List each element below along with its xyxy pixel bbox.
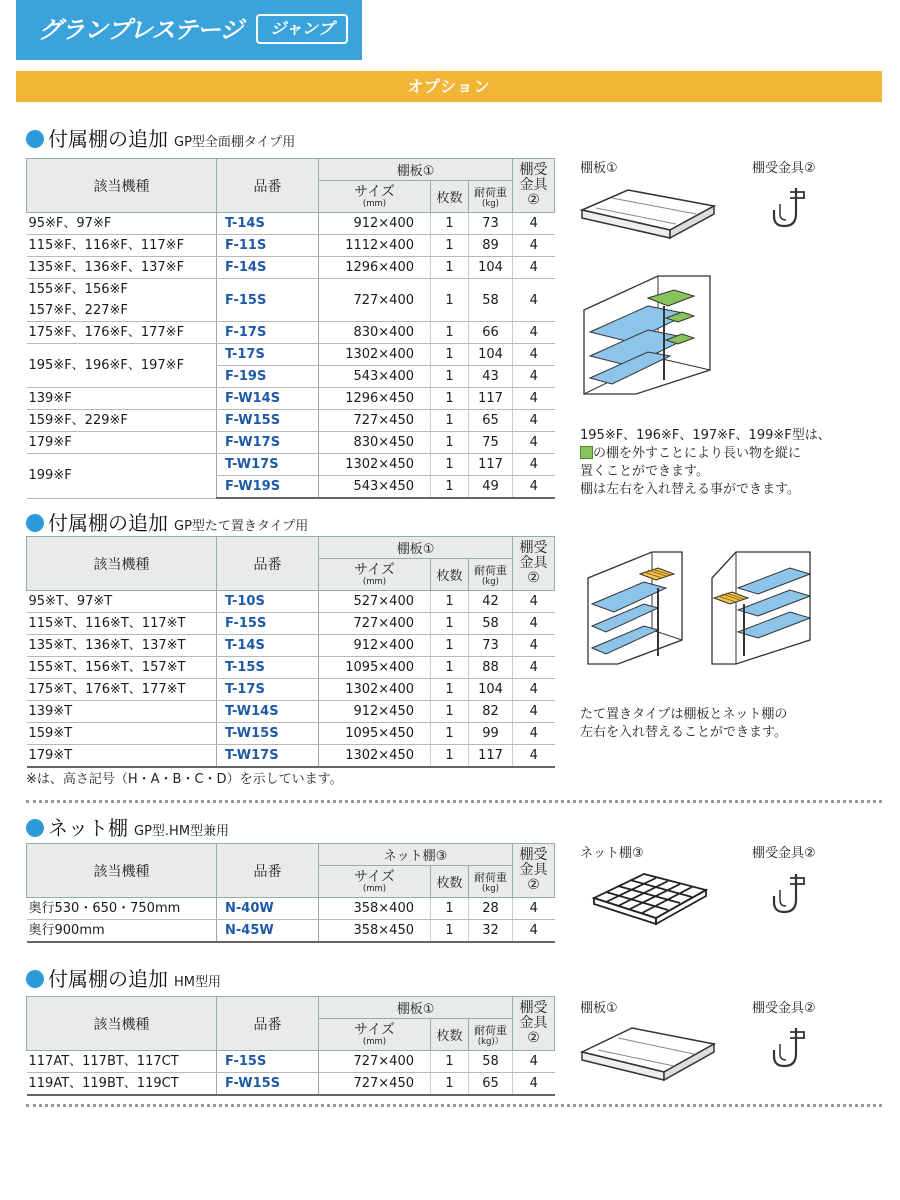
table-row (27, 410, 555, 432)
table-cell: 奥行530・650・750mm (27, 898, 217, 920)
table-cell: 543×400 (319, 366, 431, 388)
table-cell: 42 (469, 591, 513, 613)
spec-table-hm (26, 996, 555, 1096)
table-cell: 43 (469, 366, 513, 388)
col-load: 耐荷重 (kg) (469, 866, 513, 898)
table-cell: 1 (431, 388, 469, 410)
table-cell: 139※F (27, 388, 217, 410)
table-cell: 4 (513, 1051, 555, 1073)
table-cell: 155※T、156※T、157※T (27, 657, 217, 679)
table-cell: 1 (431, 701, 469, 723)
table-row (27, 635, 555, 657)
table-row (27, 235, 555, 257)
green-shelf-swatch (580, 446, 593, 459)
table-cell: F-W15S (217, 1073, 319, 1096)
bullet-icon (26, 819, 44, 837)
col-load: 耐荷重 (kg) (469, 181, 513, 213)
table-cell: 179※T (27, 745, 217, 768)
table-cell: 115※T、116※T、117※T (27, 613, 217, 635)
col-product: 品番 (217, 844, 319, 898)
table-cell: 58 (469, 613, 513, 635)
col-load: 耐荷重 (kg)） (469, 1019, 513, 1051)
table-cell: F-W15S (217, 410, 319, 432)
table-row (27, 745, 555, 768)
col-model: 該当機種 (27, 844, 217, 898)
col-bracket: 棚受 金具 ② (513, 537, 555, 591)
col-group-shelf: 棚板① (319, 159, 513, 181)
section-title-net-shelf: ネット棚 GP型.HM型兼用 (26, 812, 229, 841)
table-cell: 4 (513, 591, 555, 613)
table-cell: 4 (513, 898, 555, 920)
section-divider (26, 800, 882, 803)
table-cell: 88 (469, 657, 513, 679)
table-cell: F-15S (217, 613, 319, 635)
table-cell: F-15S (217, 1051, 319, 1073)
table-cell: 28 (469, 898, 513, 920)
table-cell: 117 (469, 454, 513, 476)
table-cell: 135※T、136※T、137※T (27, 635, 217, 657)
label-bracket: 棚受金具② (752, 1001, 816, 1016)
table-cell: 1095×400 (319, 657, 431, 679)
table-cell: 117 (469, 745, 513, 768)
table-cell: 73 (469, 213, 513, 235)
table-cell: F-17S (217, 322, 319, 344)
table-row (27, 898, 555, 920)
table-cell: 1302×400 (319, 679, 431, 701)
table-cell: T-17S (217, 679, 319, 701)
table-cell: F-W19S (217, 476, 319, 499)
table-cell: N-45W (217, 920, 319, 943)
table-cell: 4 (513, 213, 555, 235)
table-cell: 73 (469, 635, 513, 657)
col-bracket: 棚受 金具 ② (513, 159, 555, 213)
shelf-unit-gp-full-icon (578, 270, 718, 400)
table-cell: 727×400 (319, 613, 431, 635)
table-cell: 175※F、176※F、177※F (27, 322, 217, 344)
table-cell: 527×400 (319, 591, 431, 613)
table-cell: 155※F、156※F 157※F、227※F (27, 279, 217, 322)
table-cell: 4 (513, 701, 555, 723)
col-product: 品番 (217, 159, 319, 213)
table-cell: 奥行900mm (27, 920, 217, 943)
table-cell: T-W15S (217, 723, 319, 745)
table-row (27, 920, 555, 943)
shelf-board-icon (578, 1022, 718, 1098)
table-cell: 1 (431, 432, 469, 454)
table-cell: T-10S (217, 591, 319, 613)
table-cell: T-17S (217, 344, 319, 366)
section-title-hm: 付属棚の追加 HM型用 (26, 963, 221, 992)
bracket-icon (770, 184, 810, 232)
table-row (27, 1051, 555, 1073)
table-cell: 1 (431, 920, 469, 943)
table-cell: 104 (469, 679, 513, 701)
col-count: 枚数 (431, 1019, 469, 1051)
table-row (27, 454, 555, 476)
table-cell: 115※F、116※F、117※F (27, 235, 217, 257)
table-cell: 104 (469, 344, 513, 366)
table-cell: 543×450 (319, 476, 431, 499)
table-cell: 58 (469, 279, 513, 322)
col-product: 品番 (217, 537, 319, 591)
table-cell: T-14S (217, 635, 319, 657)
table-row (27, 591, 555, 613)
table-cell: 1 (431, 635, 469, 657)
table-cell: 4 (513, 723, 555, 745)
table-cell: 4 (513, 679, 555, 701)
label-bracket: 棚受金具② (752, 161, 816, 176)
table-cell: F-W14S (217, 388, 319, 410)
bullet-icon (26, 970, 44, 988)
col-bracket: 棚受 金具 ② (513, 844, 555, 898)
table-cell: 117 (469, 388, 513, 410)
spec-table-gp-full (26, 158, 555, 499)
table-row (27, 679, 555, 701)
table-cell: 358×450 (319, 920, 431, 943)
section-divider (26, 1104, 882, 1107)
table-cell: 727×400 (319, 1051, 431, 1073)
table-cell: 4 (513, 920, 555, 943)
table-cell: 104 (469, 257, 513, 279)
table-cell: 119AT、119BT、119CT (27, 1073, 217, 1096)
table-cell: 135※F、136※F、137※F (27, 257, 217, 279)
table-cell: 1095×450 (319, 723, 431, 745)
brand-logo (16, 0, 362, 60)
table-cell: 4 (513, 454, 555, 476)
table-cell: 1 (431, 591, 469, 613)
table-cell: 1 (431, 213, 469, 235)
spec-table-net-shelf (26, 843, 555, 943)
table-cell: 358×400 (319, 898, 431, 920)
table-cell: 4 (513, 235, 555, 257)
table-row (27, 257, 555, 279)
table-cell: F-15S (217, 279, 319, 322)
label-bracket: 棚受金具② (752, 846, 816, 861)
table-cell: 1 (431, 366, 469, 388)
table-cell: 117AT、117BT、117CT (27, 1051, 217, 1073)
table-cell: 75 (469, 432, 513, 454)
section-title-gp-vertical: 付属棚の追加 GP型たて置きタイプ用 (26, 507, 308, 536)
table-cell: F-W17S (217, 432, 319, 454)
table-cell: 66 (469, 322, 513, 344)
col-count: 枚数 (431, 866, 469, 898)
col-model: 該当機種 (27, 997, 217, 1051)
table-cell: 1 (431, 723, 469, 745)
table-cell: 912×450 (319, 701, 431, 723)
table-cell: 1302×450 (319, 454, 431, 476)
table-row (27, 432, 555, 454)
table-cell: 49 (469, 476, 513, 499)
table-cell: 1 (431, 454, 469, 476)
height-code-note: ※は、高さ記号（H・A・B・C・D）を示しています。 (26, 772, 343, 787)
table-row (27, 723, 555, 745)
table-cell: 4 (513, 745, 555, 768)
table-cell: 1302×400 (319, 344, 431, 366)
table-row (27, 322, 555, 344)
table-cell: T-W17S (217, 454, 319, 476)
table-cell: 4 (513, 388, 555, 410)
table-cell: 1296×450 (319, 388, 431, 410)
table-cell: 1 (431, 898, 469, 920)
col-size: サイズ (mm) (319, 181, 431, 213)
table-cell: 1296×400 (319, 257, 431, 279)
table-cell: 727×450 (319, 410, 431, 432)
table-cell: 199※F (27, 454, 217, 499)
label-shelf: 棚板① (580, 161, 618, 176)
table-cell: 82 (469, 701, 513, 723)
table-cell: 1 (431, 410, 469, 432)
table-cell: 65 (469, 1073, 513, 1096)
table-cell: 1 (431, 657, 469, 679)
table-cell: 159※F、229※F (27, 410, 217, 432)
table-cell: 1 (431, 322, 469, 344)
table-cell: 912×400 (319, 213, 431, 235)
shelf-unit-vertical-right-icon (706, 548, 816, 668)
col-model: 該当機種 (27, 537, 217, 591)
table-cell: 195※F、196※F、197※F (27, 344, 217, 388)
table-cell: 1 (431, 1051, 469, 1073)
bracket-icon (770, 1024, 810, 1072)
table-cell: F-11S (217, 235, 319, 257)
table-cell: 830×400 (319, 322, 431, 344)
caption-gp-full: 195※F、196※F、197※F、199※F型は、 の棚を外すことにより長い物を縦に 置くことができます。 棚は左右を入れ替える事ができます。 (580, 428, 831, 497)
logo-badge: ジャンプ (256, 14, 348, 44)
bullet-icon (26, 514, 44, 532)
table-cell: 4 (513, 344, 555, 366)
col-group-shelf: 棚板① (319, 997, 513, 1019)
table-cell: 95※F、97※F (27, 213, 217, 235)
table-cell: F-19S (217, 366, 319, 388)
table-cell: 4 (513, 432, 555, 454)
col-product: 品番 (217, 997, 319, 1051)
table-cell: 4 (513, 322, 555, 344)
table-cell: 95※T、97※T (27, 591, 217, 613)
table-cell: 727×450 (319, 1073, 431, 1096)
col-group-shelf: 棚板① (319, 537, 513, 559)
table-cell: F-14S (217, 257, 319, 279)
col-group-net: ネット棚③ (319, 844, 513, 866)
spec-table-gp-vertical (26, 536, 555, 768)
table-cell: 89 (469, 235, 513, 257)
table-row (27, 279, 555, 322)
col-bracket: 棚受 金具 ② (513, 997, 555, 1051)
col-model: 該当機種 (27, 159, 217, 213)
bracket-icon (770, 870, 810, 918)
table-cell: 99 (469, 723, 513, 745)
table-cell: N-40W (217, 898, 319, 920)
table-cell: 1 (431, 745, 469, 768)
shelf-unit-vertical-left-icon (582, 548, 692, 668)
table-cell: 830×450 (319, 432, 431, 454)
table-row (27, 1073, 555, 1096)
options-banner: オプション (16, 71, 882, 102)
table-cell: 58 (469, 1051, 513, 1073)
table-cell: 1 (431, 344, 469, 366)
table-cell: 912×400 (319, 635, 431, 657)
section-title-gp-full: 付属棚の追加 GP型全面棚タイプ用 (26, 123, 295, 152)
col-count: 枚数 (431, 559, 469, 591)
table-cell: 1 (431, 279, 469, 322)
table-cell: 179※F (27, 432, 217, 454)
table-cell: 4 (513, 657, 555, 679)
bullet-icon (26, 130, 44, 148)
table-cell: 175※T、176※T、177※T (27, 679, 217, 701)
table-cell: 1 (431, 613, 469, 635)
table-cell: 4 (513, 366, 555, 388)
table-row (27, 388, 555, 410)
table-cell: 4 (513, 1073, 555, 1096)
col-size: サイズ (mm) (319, 1019, 431, 1051)
table-row (27, 213, 555, 235)
table-cell: 1 (431, 476, 469, 499)
label-shelf: 棚板① (580, 1001, 618, 1016)
col-size: サイズ (mm) (319, 866, 431, 898)
table-cell: 1112×400 (319, 235, 431, 257)
table-cell: 4 (513, 279, 555, 322)
table-cell: 4 (513, 635, 555, 657)
table-cell: 1302×450 (319, 745, 431, 768)
col-size: サイズ (mm) (319, 559, 431, 591)
table-cell: 727×400 (319, 279, 431, 322)
table-cell: T-W17S (217, 745, 319, 768)
table-cell: 32 (469, 920, 513, 943)
table-cell: 1 (431, 235, 469, 257)
table-cell: 139※T (27, 701, 217, 723)
net-shelf-icon (590, 868, 710, 938)
table-cell: 65 (469, 410, 513, 432)
table-row (27, 657, 555, 679)
col-count: 枚数 (431, 181, 469, 213)
table-cell: T-15S (217, 657, 319, 679)
table-row (27, 344, 555, 366)
table-cell: 4 (513, 613, 555, 635)
caption-gp-vertical: たて置きタイプは棚板とネット棚の 左右を入れ替えることができます。 (580, 707, 788, 740)
table-cell: 4 (513, 476, 555, 499)
label-net-shelf: ネット棚③ (580, 846, 644, 861)
table-cell: 1 (431, 679, 469, 701)
logo-text: グランプレステージ (38, 16, 243, 44)
table-cell: T-14S (217, 213, 319, 235)
table-cell: 159※T (27, 723, 217, 745)
table-cell: 4 (513, 410, 555, 432)
table-cell: 1 (431, 257, 469, 279)
shelf-board-icon (578, 184, 718, 254)
col-load: 耐荷重 (kg) (469, 559, 513, 591)
table-cell: 4 (513, 257, 555, 279)
table-cell: 1 (431, 1073, 469, 1096)
table-row (27, 701, 555, 723)
table-row (27, 613, 555, 635)
table-cell: T-W14S (217, 701, 319, 723)
